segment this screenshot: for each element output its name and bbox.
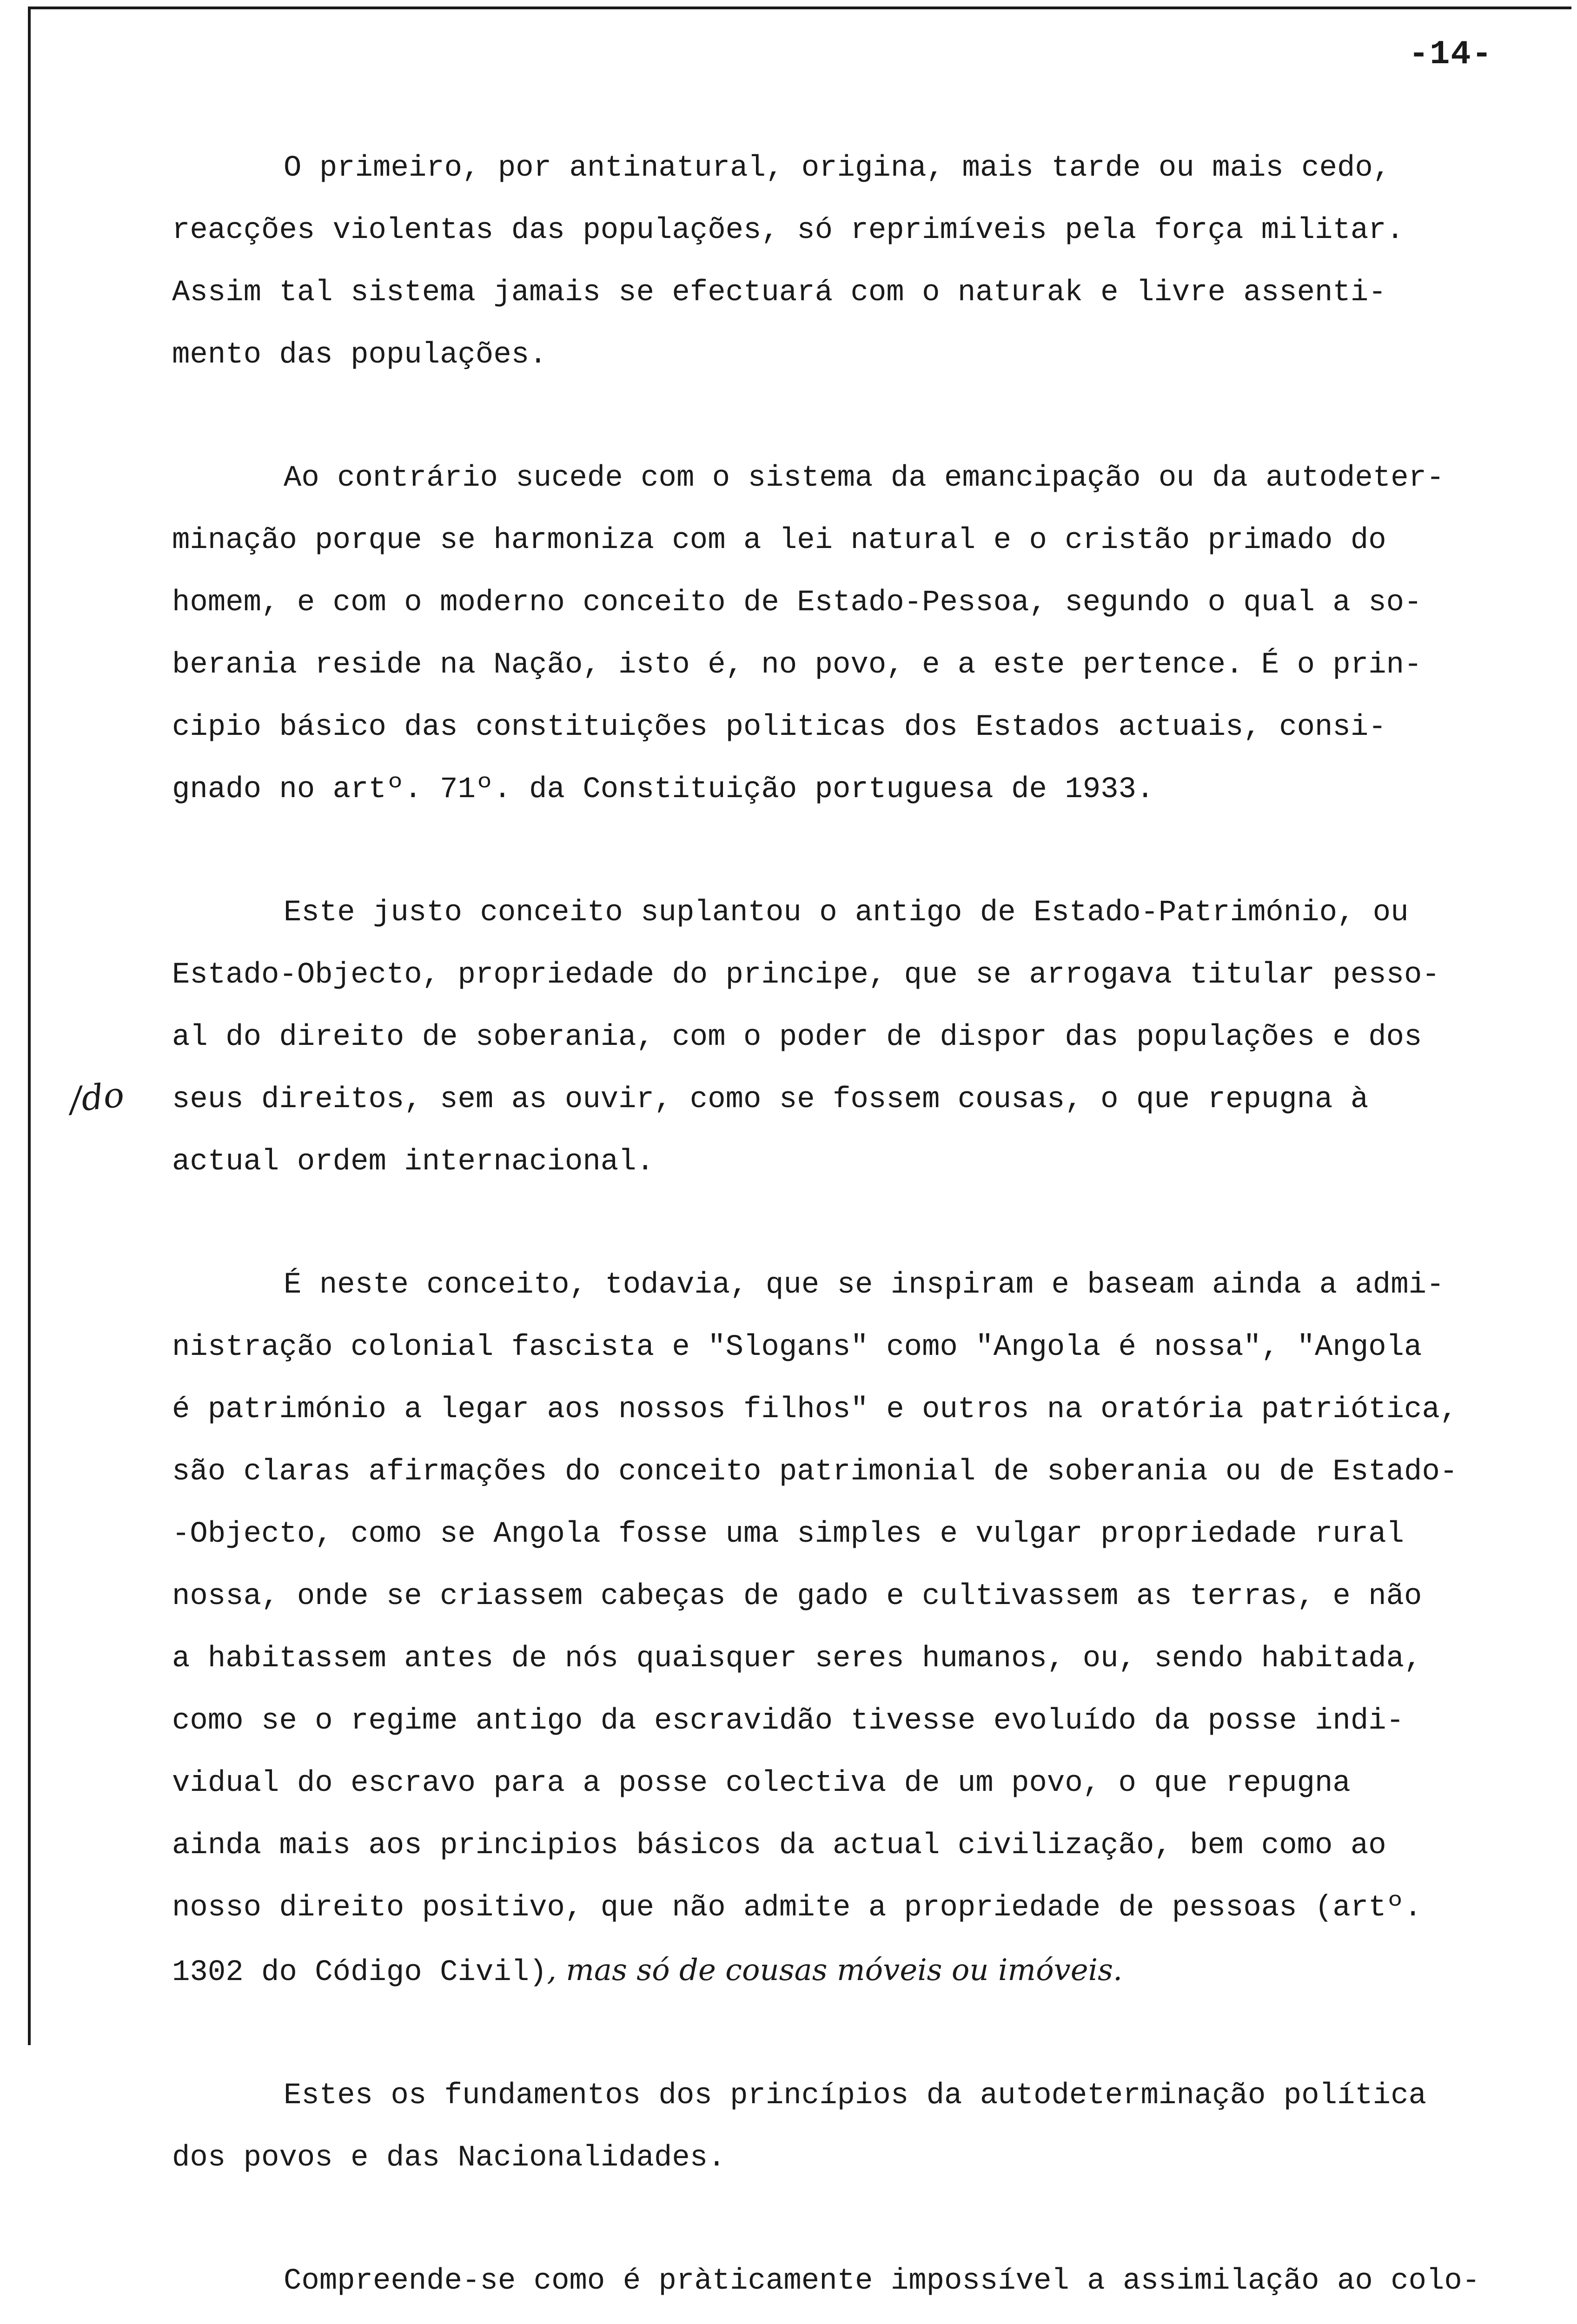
text-line: Este justo conceito suplantou o antigo de Estado-Património, ou	[284, 896, 1409, 930]
text-line: berania reside na Nação, isto é, no povo, e a este pertence. É o prin-	[172, 648, 1422, 682]
document-body	[172, 122, 1548, 2324]
text-line: a habitassem antes de nós quaisquer seres humanos, ou, sendo habitada,	[172, 1642, 1422, 1676]
text-line: nosso direito positivo, que não admite a propriedade de pessoas (artº.	[172, 1891, 1422, 1925]
text-line: O primeiro, por antinatural, origina, mais tarde ou mais cedo,	[284, 152, 1391, 185]
text-line: vidual do escravo para a posse colectiva de um povo, o que repugna	[172, 1767, 1351, 1800]
text-line: Assim tal sistema jamais se efectuará com o naturak e livre assenti-	[172, 276, 1386, 310]
text-line: ainda mais aos principios básicos da actual civilização, bem como ao	[172, 1829, 1386, 1862]
text-line: cipio básico das constituições politicas dos Estados actuais, consi-	[172, 711, 1386, 744]
text-line: é património a legar aos nossos filhos" e outros na oratória patriótica,	[172, 1393, 1458, 1426]
text-line: al do direito de soberania, com o poder de dispor das populações e dos	[172, 1021, 1422, 1054]
text-line: são claras afirmações do conceito patrimonial de soberania ou de Estado-	[172, 1455, 1458, 1489]
paragraph-5	[172, 2049, 1548, 2205]
text-line: reacções violentas das populações, só reprimíveis pela força militar.	[172, 214, 1405, 247]
text-line: Estes os fundamentos dos princípios da autodeterminação política	[284, 2079, 1426, 2113]
page-number: -14-	[1409, 35, 1493, 73]
text-line: actual ordem internacional.	[172, 1145, 654, 1179]
text-line: como se o regime antigo da escravidão tivesse evoluído da posse indi-	[172, 1704, 1405, 1738]
text-line: minação porque se harmoniza com a lei natural e o cristão primado do	[172, 524, 1386, 557]
text-line: dos povos e das Nacionalidades.	[172, 2141, 726, 2175]
text-line: seus direitos, sem as ouvir, como se fossem cousas, o que repugna à	[172, 1083, 1369, 1116]
text-line: mento das populações.	[172, 338, 547, 372]
text-line: Ao contrário sucede com o sistema da emancipação ou da autodeter-	[284, 462, 1444, 495]
text-line: Estado-Objecto, propriedade do principe, que se arrogava titular pesso-	[172, 958, 1440, 992]
text-line: homem, e com o moderno conceito de Estado-Pessoa, segundo o qual a so-	[172, 586, 1422, 620]
handwritten-margin-note: /do	[67, 1075, 126, 1120]
paragraph-6	[172, 2235, 1548, 2324]
text-line-with-handwriting	[172, 1955, 1548, 1988]
paragraph-4	[172, 1239, 1548, 2020]
text-line: nistração colonial fascista e "Slogans" como "Angola é nossa", "Angola	[172, 1331, 1422, 1364]
text-line: nossa, onde se criassem cabeças de gado e cultivassem as terras, e não	[172, 1580, 1422, 1613]
paragraph-2	[172, 432, 1548, 837]
text-line: -Objecto, como se Angola fosse uma simples e vulgar propriedade rural	[172, 1518, 1405, 1551]
paragraph-3	[172, 866, 1548, 1209]
text-line: gnado no artº. 71º. da Constituição portuguesa de 1933.	[172, 773, 1154, 806]
text-line: Compreende-se como é pràticamente impossível a assimilação ao colo-	[284, 2265, 1480, 2298]
text-line: É neste conceito, todavia, que se inspiram e baseam ainda a admi-	[284, 1268, 1444, 1302]
page-frame-left-border	[28, 7, 31, 2045]
text-line: 1302 do Código Civil)	[172, 1956, 547, 1989]
handwritten-insertion: , mas só de cousas móveis ou imóveis.	[547, 1953, 1123, 1987]
page-frame-top-border	[28, 7, 1571, 9]
paragraph-1	[172, 122, 1548, 402]
